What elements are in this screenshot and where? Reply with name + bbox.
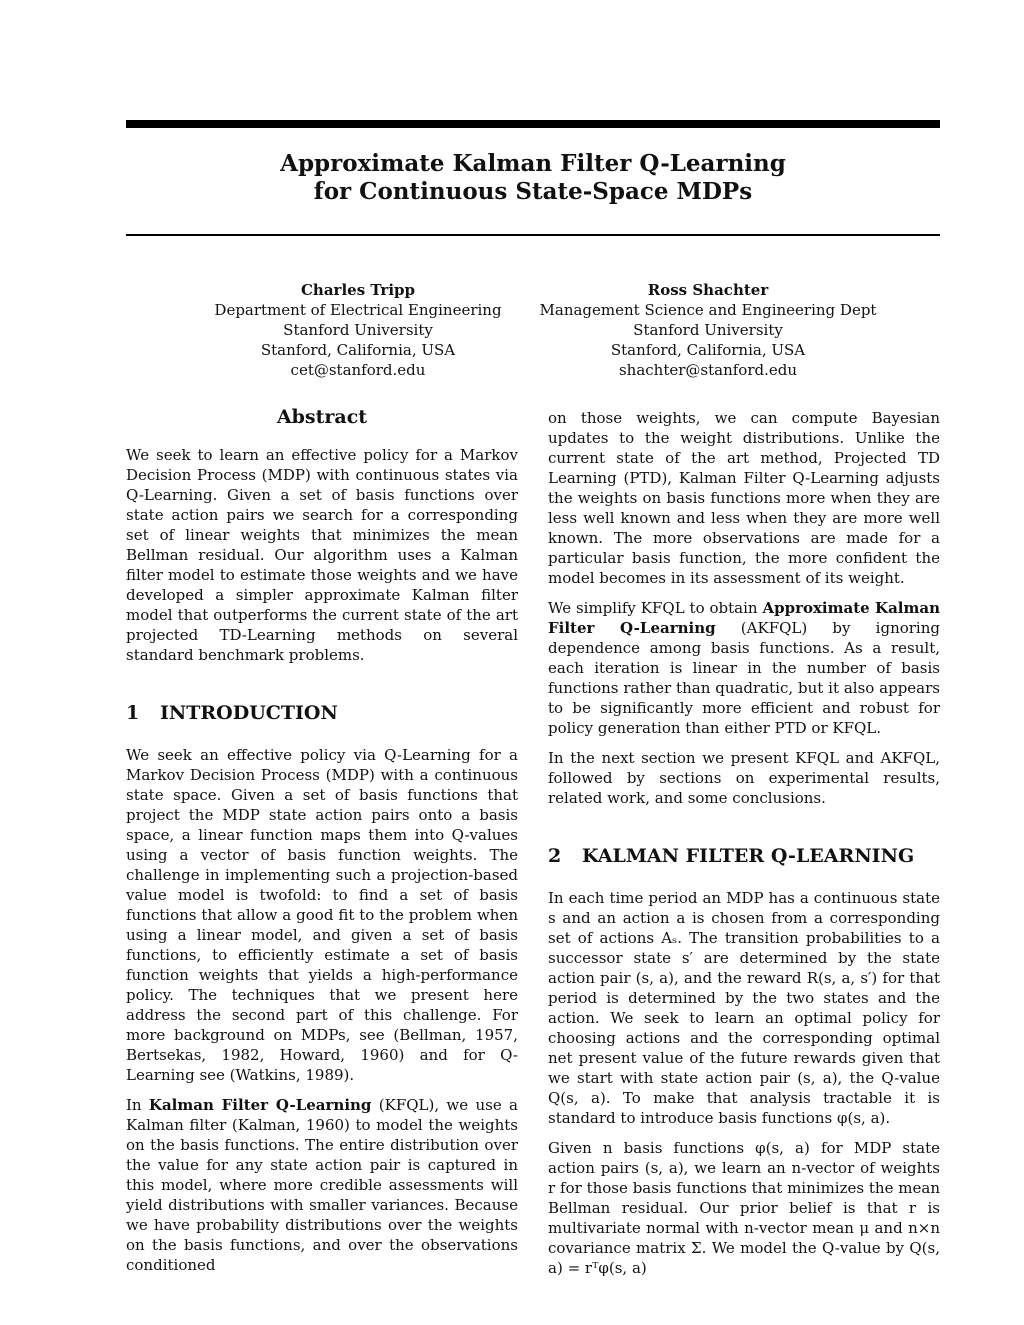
intro-paragraph-5: In the next section we present KFQL and AKFQL, followed by sections on experimental results, related work, and some conclusions.: [548, 749, 940, 807]
section-heading-introduction: [126, 701, 518, 725]
kfql-paragraph-1: In each time period an MDP has a continuous state s and an action a is chosen from a corresponding set of actions Aₛ. The transition probabilities to a successor state s′ are determined by the state action pair (s, a), and the reward R(s, a, s′) for that period is determined by the two states and the action. We seek to learn an optimal policy for choosing actions and the corresponding optimal net present value of the future rewards given that we start with state action pair (s, a), the Q-value Q(s, a). To make that analysis tractable it is standard to introduce basis functions φ(s, a).: [548, 889, 940, 1127]
author-email: cet@stanford.edu: [290, 361, 426, 379]
intro-paragraph-4: [548, 598, 940, 738]
author-university: Stanford University: [633, 321, 783, 339]
text-run: In: [126, 1096, 149, 1114]
left-column: [126, 405, 518, 1285]
section-title: INTRODUCTION: [160, 702, 338, 724]
intro-paragraph-3: on those weights, we can compute Bayesian updates to the weight distributions. Unlike the current state of the art method, Projected TD Learning (PTD), Kalman Filter Q-Learning adjusts the weights on basis functions more when they are less well known and less when they are more well known. The more observations are made for a particular basis function, the more confident the model becomes in its assessment of its weight.: [548, 409, 940, 587]
intro-paragraph-2: [126, 1095, 518, 1275]
top-thick-rule: [126, 120, 940, 128]
kfql-term: Kalman Filter Q-Learning: [148, 1096, 372, 1114]
text-run: (AKFQL) by ignoring dependence among basis functions. As a result, each iteration is linear in the number of basis functions rather than quadratic, but it also appears to be significantly more efficient and robust for policy generation than either PTD or KFQL.: [548, 619, 940, 737]
intro-paragraph-1: We seek an effective policy via Q-Learning for a Markov Decision Process (MDP) with a continuous state space. Given a set of basis functions that project the MDP state action pairs onto a basis space, a linear function maps them into Q-values using a vector of basis function weights. The challenge in implementing such a projection-based value model is twofold: to find a set of basis functions that allow a good fit to the problem when using a linear model, and given a set of basis functions, to efficiently estimate a set of basis function weights that yields a high-performance policy. The techniques that we present here address the second part of this challenge. For more background on MDPs, see (Bellman, 1957, Bertsekas, 1982, Howard, 1960) and for Q-Learning see (Watkins, 1989).: [126, 746, 518, 1084]
section-title: KALMAN FILTER Q-LEARNING: [582, 845, 915, 867]
right-column: [548, 408, 940, 1288]
section-number: 1: [126, 702, 140, 724]
abstract-text: We seek to learn an effective policy for a Markov Decision Process (MDP) with continuous states via Q-Learning. Given a set of basis functions over state action pairs we search for a corresponding set of linear weights that minimizes the mean Bellman residual. Our algorithm uses a Kalman filter model to estimate those weights and we have developed a simpler approximate Kalman filter model that outperforms the current state of the art projected TD-Learning methods on several standard benchmark problems.: [126, 446, 518, 664]
author-block-2: [528, 280, 888, 380]
abstract-heading: Abstract: [276, 406, 368, 428]
paper-title: [126, 150, 940, 206]
title-bottom-rule: [126, 234, 940, 236]
section-number: 2: [548, 845, 562, 867]
author-location: Stanford, California, USA: [610, 341, 806, 359]
author-department: Management Science and Engineering Dept: [539, 301, 877, 319]
paper-title-line-2: for Continuous State-Space MDPs: [313, 178, 753, 205]
author-location: Stanford, California, USA: [260, 341, 456, 359]
text-run: (KFQL), we use a Kalman filter (Kalman, 1960) to model the weights on the basis functions. The entire distribution over the value for any state action pair is captured in this model, where more credible assessments will yield distributions with smaller variances. Because we have probability distributions over the weights on the basis functions, and over the observations conditioned: [126, 1096, 518, 1274]
akfql-term: Approximate Kalman Filter Q-Learning: [548, 599, 940, 637]
kfql-paragraph-2: Given n basis functions φ(s, a) for MDP state action pairs (s, a), we learn an n-vector of weights r for those basis functions that minimizes the mean Bellman residual. Our prior belief is that r is multivariate normal with n-vector mean μ and n×n covariance matrix Σ. We model the Q-value by Q(s, a) = rᵀφ(s, a): [548, 1139, 940, 1277]
author-email: shachter@stanford.edu: [618, 361, 798, 379]
author-name: Ross Shachter: [647, 281, 769, 299]
paper-title-line-1: Approximate Kalman Filter Q-Learning: [280, 150, 786, 177]
text-run: We simplify KFQL to obtain: [548, 599, 763, 617]
author-university: Stanford University: [283, 321, 433, 339]
section-heading-kalman-filter: [548, 844, 940, 868]
author-block-1: [178, 280, 538, 380]
author-name: Charles Tripp: [300, 281, 416, 299]
author-department: Department of Electrical Engineering: [214, 301, 502, 319]
